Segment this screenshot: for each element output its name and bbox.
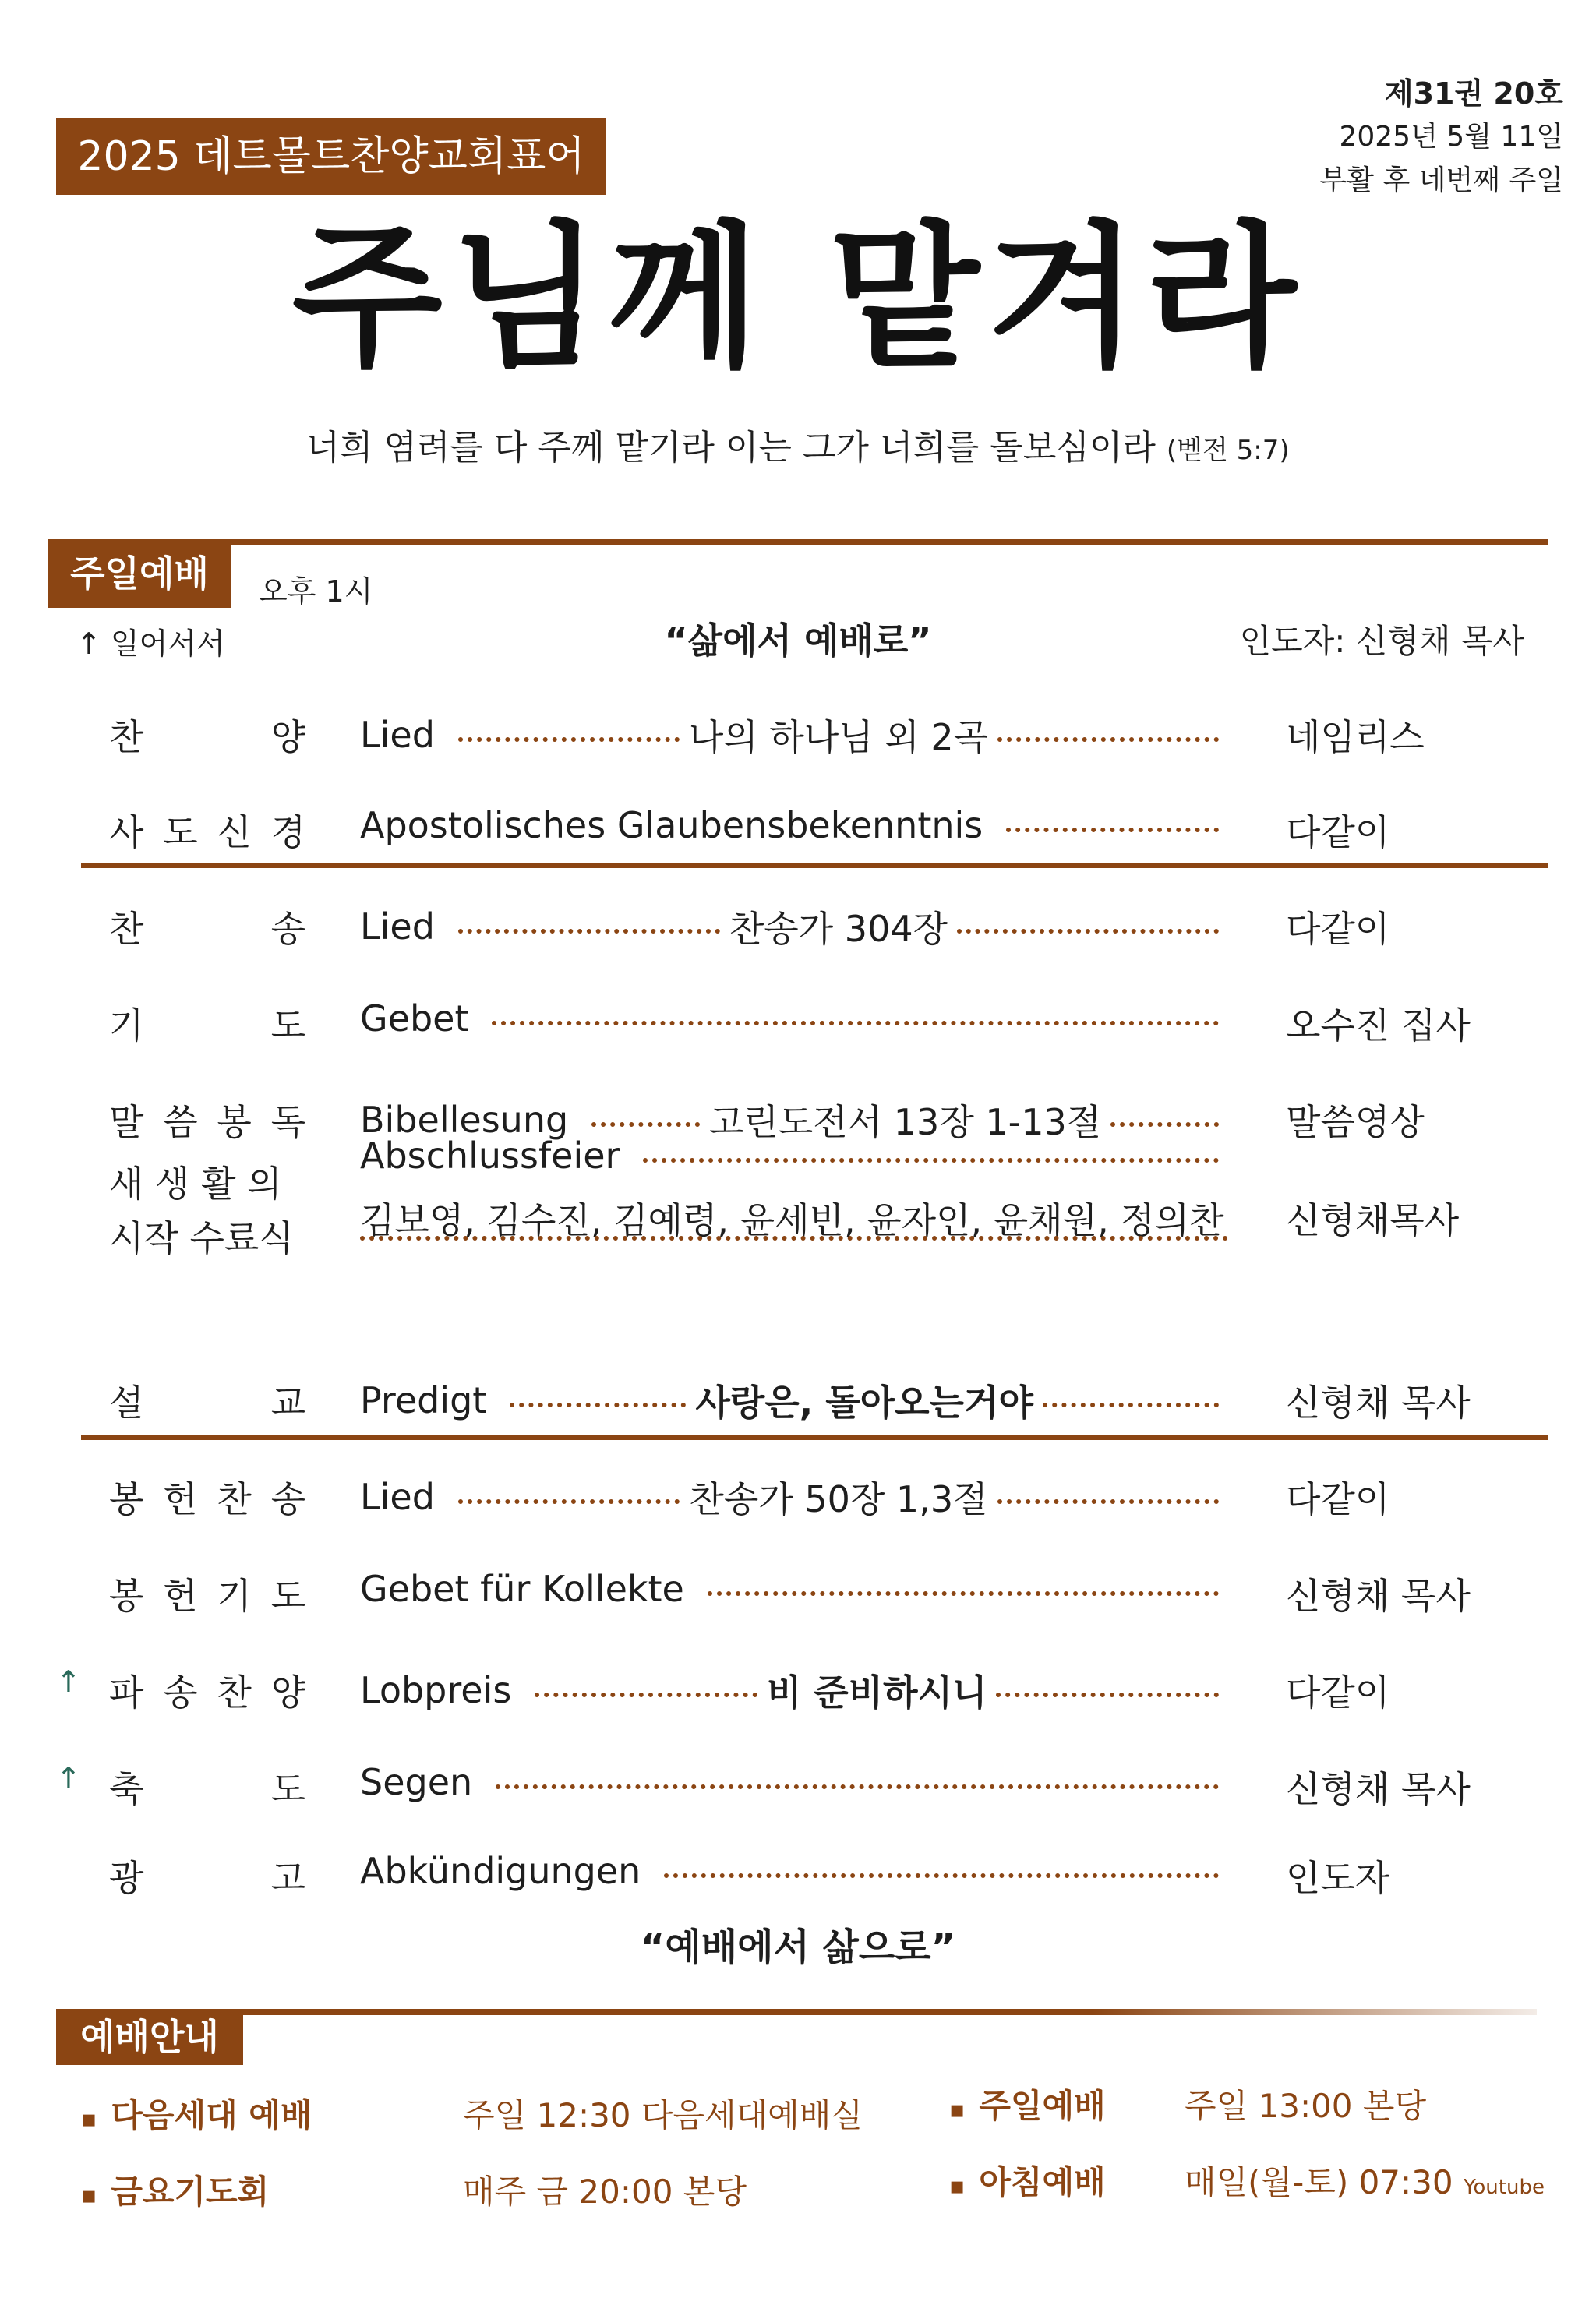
issue-info [1319, 72, 1563, 203]
info-item-next-generation [81, 2090, 312, 2137]
row-person: 인도자 [1286, 1857, 1390, 1899]
row-content [360, 1471, 1228, 1523]
stand-arrow-icon: ↑ [56, 1664, 81, 1699]
row-content [360, 1664, 1228, 1716]
service-row [0, 1657, 1596, 1719]
bullet-icon: ▪ [949, 2096, 966, 2123]
info-value: 매주 금 20:00 본당 [463, 2173, 747, 2211]
row-german: Abschlussfeier [360, 1135, 620, 1177]
row-german: Apostolisches Glaubensbekenntnis [360, 804, 983, 846]
row-label-char: 양 [270, 716, 305, 758]
row-person: 다같이 [1286, 1671, 1390, 1714]
row-german: Gebet [360, 997, 469, 1040]
leader-dots [1110, 1122, 1219, 1127]
row-content [360, 1135, 1228, 1177]
service-row [0, 1753, 1596, 1816]
youtube-label: Youtube [1463, 2176, 1545, 2199]
row-korean: 사랑은, 돌아오는거야 [695, 1382, 1033, 1424]
info-item-friday-prayer [81, 2166, 269, 2213]
row-content [360, 997, 1228, 1040]
service-row [0, 1463, 1596, 1526]
leader-dots [458, 929, 720, 934]
row-label-char: 찬 [109, 908, 144, 950]
row-label-char: 씀 [163, 1101, 198, 1143]
leader-dots [492, 1021, 1219, 1025]
row-content [360, 1568, 1228, 1610]
service-leader: 인도자: 신형채 목사 [1239, 622, 1524, 660]
leader-dots [591, 1122, 700, 1127]
info-value: 주일 13:00 본당 [1185, 2087, 1427, 2125]
row-german: Lied [360, 905, 435, 948]
stand-arrow-icon: ↑ [56, 1761, 81, 1795]
row-person: 신형채 목사 [1286, 1575, 1471, 1617]
leader-dots [957, 929, 1219, 934]
row-label-char: 송 [270, 908, 305, 950]
row-label [109, 804, 305, 856]
row-label-char: 도 [270, 1575, 305, 1617]
row-label-char: 헌 [163, 1575, 198, 1617]
row-label-line: 시작 수료식 [109, 1217, 294, 1259]
bullet-icon: ▪ [949, 2173, 966, 2200]
bible-verse [0, 419, 1596, 469]
row-korean: 나의 하나님 외 2곡 [688, 716, 989, 758]
service-row [0, 1842, 1596, 1904]
row-german: Lobpreis [360, 1669, 512, 1711]
row-german: Lied [360, 714, 435, 756]
issue-week: 부활 후 네번째 주일 [1319, 164, 1563, 196]
closing-theme: “예배에서 삶으로” [640, 1926, 956, 1969]
service-row [0, 701, 1596, 764]
row-label-char: 송 [163, 1671, 198, 1714]
row-person: 다같이 [1286, 1478, 1390, 1520]
row-label [109, 1375, 305, 1426]
service-time: 오후 1시 [259, 574, 373, 609]
verse-reference: (벧전 5:7) [1166, 435, 1290, 466]
row-label-char: 헌 [163, 1478, 198, 1520]
row-label-char: 도 [270, 1004, 305, 1047]
row-label-char: 찬 [109, 716, 144, 758]
row-person: 네임리스 [1286, 716, 1425, 758]
bullet-icon: ▪ [81, 2182, 97, 2209]
row-label-char: 찬 [217, 1671, 252, 1714]
service-row [0, 990, 1596, 1052]
row-german: Lied [360, 1476, 435, 1518]
row-label-char: 도 [270, 1768, 305, 1810]
section-tag-sunday-service: 주일예배 [48, 539, 231, 608]
row-label-char: 신 [217, 811, 252, 853]
info-value [1185, 2157, 1545, 2204]
leader-dots [996, 1693, 1219, 1697]
leader-dots [643, 1158, 1219, 1163]
row-label-char: 독 [270, 1101, 305, 1143]
row-label [109, 709, 305, 761]
row-content [360, 709, 1228, 761]
row-label-char: 기 [217, 1575, 252, 1617]
row-person: 신형채 목사 [1286, 1768, 1471, 1810]
row-label [109, 1471, 305, 1523]
issue-volume: 제31권 20호 [1384, 76, 1563, 111]
row-label-char: 광 [109, 1857, 144, 1899]
row-person: 말씀영상 [1286, 1101, 1425, 1143]
row-label-char: 봉 [109, 1478, 144, 1520]
section-tag-worship-info: 예배안내 [56, 2009, 243, 2065]
row-label-char: 경 [270, 811, 305, 853]
service-row [0, 1367, 1596, 1429]
row-label-char: 파 [109, 1671, 144, 1714]
row-label-char: 말 [109, 1101, 144, 1143]
row-korean: 찬송가 304장 [729, 908, 948, 950]
leader-dots [1043, 1403, 1219, 1407]
service-row [0, 893, 1596, 955]
row-german: Predigt [360, 1379, 487, 1421]
info-name: 금요기도회 [111, 2173, 270, 2211]
info-name: 다음세대 예배 [111, 2096, 312, 2134]
row-person: 다같이 [1286, 908, 1390, 950]
row-label [109, 1761, 305, 1813]
row-person: 오수진 집사 [1286, 1004, 1471, 1047]
row-label-char: 도 [163, 811, 198, 853]
leader-dots [510, 1403, 686, 1407]
info-item-morning-service [949, 2157, 1106, 2204]
divider [81, 863, 1548, 868]
service-row [0, 796, 1596, 859]
row-label-char: 봉 [217, 1101, 252, 1143]
leader-dots [998, 737, 1219, 742]
service-row [0, 1560, 1596, 1622]
page-title: 주님께 맡겨라 [291, 206, 1305, 389]
church-motto-tag: 2025 데트몰트찬양교회표어 [56, 118, 606, 195]
leader-dots [664, 1873, 1219, 1878]
info-name: 주일예배 [979, 2087, 1106, 2125]
row-content [360, 804, 1228, 846]
row-dots-line [360, 1231, 1228, 1236]
row-content [360, 901, 1228, 952]
info-value: 주일 12:30 다음세대예배실 [463, 2096, 863, 2134]
leader-dots [496, 1784, 1219, 1789]
stand-note: ↑ 일어서서 [76, 627, 225, 661]
verse-text: 너희 염려를 다 주께 맡기라 이는 그가 너희를 돌보심이라 [306, 428, 1156, 468]
info-item-sunday-service [949, 2081, 1106, 2127]
row-label-line: 새 생 활 의 [109, 1163, 282, 1205]
row-content [360, 1850, 1228, 1892]
row-korean: 고린도전서 13장 1-13절 [708, 1101, 1102, 1143]
issue-date: 2025년 5월 11일 [1339, 121, 1563, 153]
row-label-char: 양 [270, 1671, 305, 1714]
row-german: Gebet für Kollekte [360, 1568, 684, 1610]
leader-dots [1006, 828, 1219, 832]
row-content [360, 1375, 1228, 1426]
leader-dots [998, 1499, 1219, 1504]
row-german: Bibellesung [360, 1099, 569, 1141]
row-korean: 비 준비하시니 [766, 1671, 987, 1714]
row-label [109, 1156, 305, 1265]
row-label [109, 1664, 305, 1716]
row-label [109, 1850, 305, 1901]
row-german: Segen [360, 1761, 473, 1803]
row-label [109, 901, 305, 952]
info-name: 아침예배 [979, 2163, 1106, 2201]
row-korean: 찬송가 50장 1,3절 [689, 1478, 988, 1520]
row-label-char: 찬 [217, 1478, 252, 1520]
leader-dots [360, 1236, 1228, 1241]
service-row [0, 1135, 1596, 1259]
row-label-char: 교 [270, 1382, 305, 1424]
row-label-char: 송 [270, 1478, 305, 1520]
row-label [109, 1568, 305, 1619]
leader-dots [458, 1499, 680, 1504]
section-rule [48, 539, 1548, 545]
row-person: 신형채 목사 [1286, 1382, 1471, 1424]
section-rule [56, 2009, 1537, 2015]
bullet-icon: ▪ [81, 2106, 97, 2133]
graduate-names: 김보영, 김수진, 김예령, 윤세빈, 윤자인, 윤채원, 정의찬 [360, 1199, 1224, 1241]
row-german: Abkündigungen [360, 1850, 641, 1892]
row-label-char: 기 [109, 1004, 144, 1047]
service-theme: “삶에서 예배로” [664, 619, 932, 662]
row-content [360, 1761, 1228, 1803]
row-label-char: 봉 [109, 1575, 144, 1617]
leader-dots [708, 1591, 1219, 1596]
divider [81, 1435, 1548, 1440]
row-person: 다같이 [1286, 811, 1390, 853]
row-person: 신형채목사 [1286, 1199, 1460, 1241]
row-label [109, 1094, 305, 1145]
row-label-char: 설 [109, 1382, 144, 1424]
row-label-char: 축 [109, 1768, 144, 1810]
row-label [109, 997, 305, 1049]
leader-dots [535, 1693, 757, 1697]
row-label-char: 고 [270, 1857, 305, 1899]
row-label-char: 사 [109, 811, 144, 853]
leader-dots [458, 737, 680, 742]
info-value-text: 매일(월-토) 07:30 [1185, 2163, 1453, 2201]
